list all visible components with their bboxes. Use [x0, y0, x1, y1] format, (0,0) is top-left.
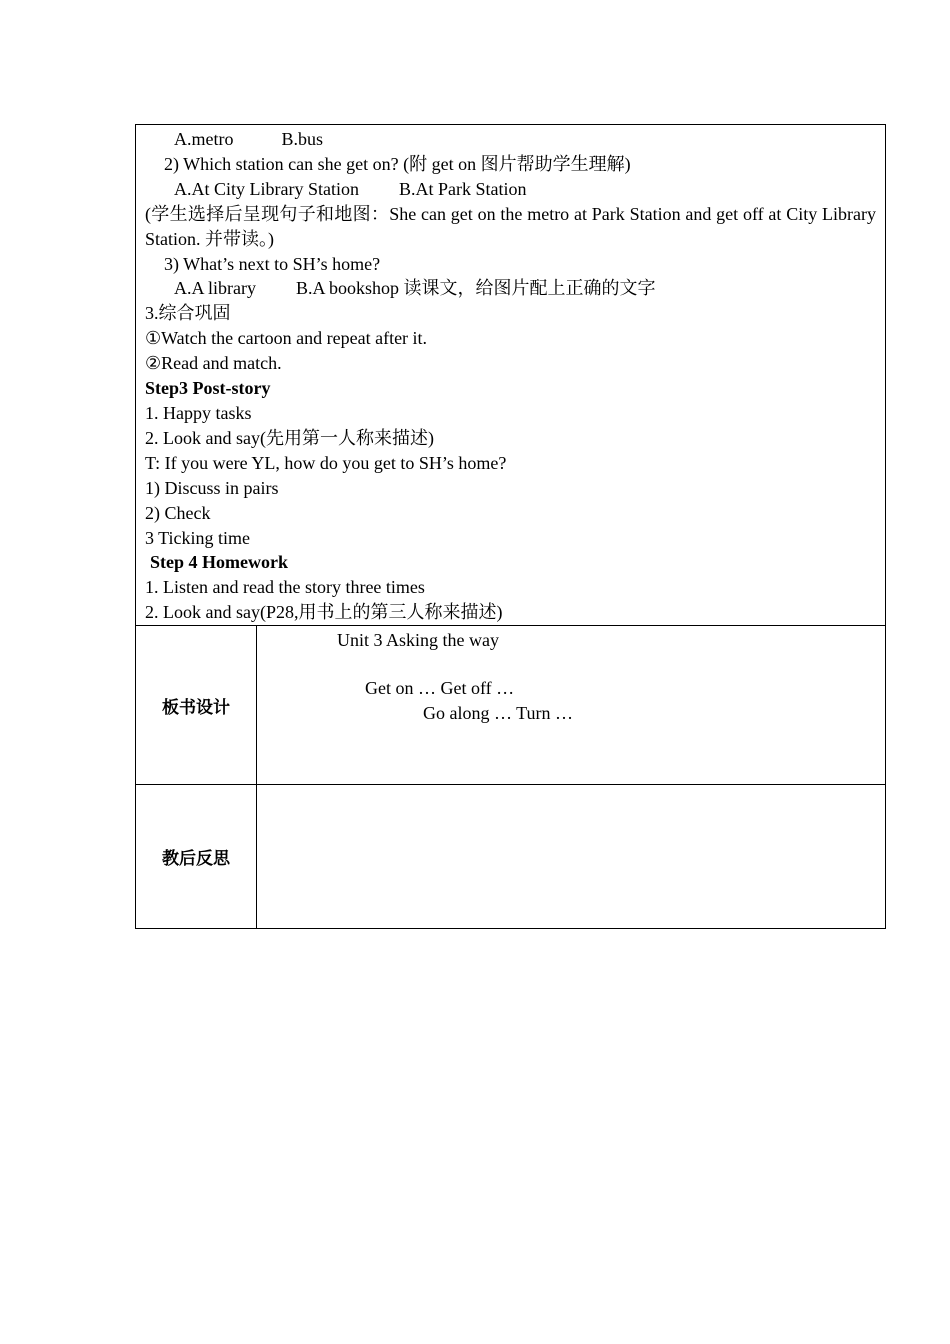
activity-line: 1. Happy tasks — [145, 402, 252, 423]
reflection-label: 教后反思 — [136, 785, 257, 929]
board-title: Unit 3 Asking the way — [337, 630, 499, 651]
option-a: A.A library — [174, 278, 256, 299]
option-a: A.metro — [174, 129, 234, 149]
activity-line: 2. Look and say(先用第一人称来描述) — [145, 427, 434, 448]
section-heading: 3.综合巩固 — [145, 303, 231, 324]
question-line: 3) What’s next to SH’s home? — [164, 253, 381, 274]
step-heading: Step 4 Homework — [150, 552, 288, 573]
option-line — [145, 177, 876, 202]
option-line — [145, 127, 876, 152]
option-b: B.At Park Station — [398, 178, 527, 199]
option-a: A.At City Library Station — [174, 178, 359, 199]
activity-line: 1) Discuss in pairs — [145, 477, 279, 498]
board-design-label: 板书设计 — [136, 626, 257, 785]
activity-line: ②Read and match. — [145, 353, 282, 374]
option-b: B.bus — [281, 129, 323, 149]
reflection-content — [257, 785, 886, 929]
lesson-plan-table — [135, 124, 886, 929]
lesson-steps-cell — [136, 125, 886, 626]
homework-line: 1. Listen and read the story three times — [145, 577, 425, 598]
step-heading: Step3 Post-story — [145, 378, 271, 399]
activity-line: ①Watch the cartoon and repeat after it. — [145, 328, 428, 349]
board-line-2: Go along … Turn … — [423, 703, 574, 724]
reflection-row — [136, 785, 886, 929]
board-design-row — [136, 626, 886, 785]
activity-line: T: If you were YL, how do you get to SH’s home? — [145, 452, 507, 473]
question-line: 2) Which station can she get on? (附 get on 图片帮助学生理解) — [164, 153, 631, 174]
activity-line: 3 Ticking time — [145, 527, 251, 548]
teacher-note: (学生选择后呈现句子和地图：She can get on the metro at Park Station and get off at City Library Station. 并带读。) — [145, 203, 877, 249]
option-line — [145, 276, 876, 301]
activity-line: 2) Check — [145, 502, 211, 523]
option-b: B.A bookshop 读课文，给图片配上正确的文字 — [295, 278, 656, 299]
board-line-1: Get on … Get off … — [365, 678, 515, 699]
board-design-content — [257, 626, 886, 785]
lesson-steps-row — [136, 125, 886, 626]
homework-line: 2. Look and say(P28,用书上的第三人称来描述) — [145, 602, 503, 623]
